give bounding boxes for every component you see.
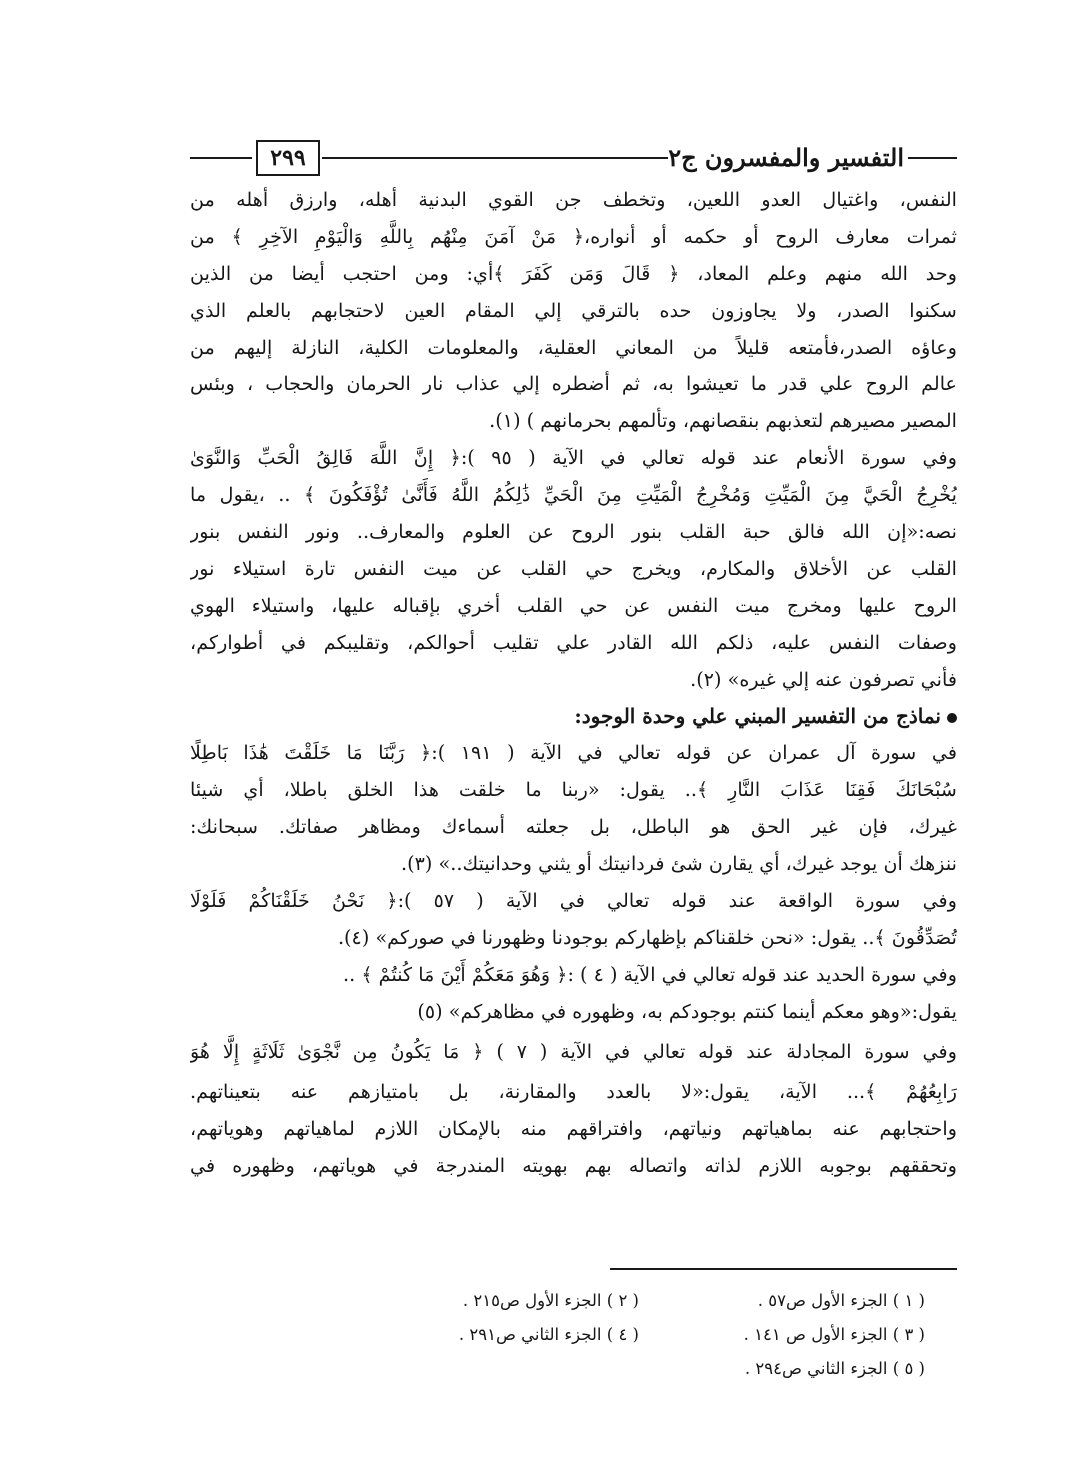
footnote-row	[190, 1352, 957, 1386]
header-rule-right	[908, 157, 957, 159]
text-line: سُبْحَانَكَ فَقِنَا عَذَابَ النَّارِ ﴾.. يقول: «ربنا ما خلقت هذا الخلق باطلا، أي شيئا	[190, 778, 957, 802]
section-heading-text: نماذج من التفسير المبني علي وحدة الوجود:	[574, 704, 941, 729]
text-line: ثمرات معارف الروح أو حكمه أو أنواره،﴿ مَنْ آمَنَ مِنْهُم بِاللَّهِ وَالْيَوْمِ الآخِرِ ﴾ من	[190, 224, 957, 248]
footnote: ( ١ ) الجزء الأول ص٥٧ .	[757, 1291, 925, 1310]
body-text	[190, 182, 957, 1185]
text-line: سكنوا الصدر، ولا يجاوزون حده بالترقي إلي المقام العين لاحتجابهم بالعلم الذي	[190, 298, 957, 322]
footnote: ( ٤ ) الجزء الثاني ص٢٩١ .	[458, 1325, 639, 1344]
text-line: وتحققهم بوجوبه اللازم لذاته واتصاله بهم بهويته المندرجة في هوياتهم، وظهوره في	[190, 1154, 957, 1178]
text-line: وعاؤه الصدر،فأمتعه قليلاً من المعاني العقلية، والمعلومات الكلية، النازلة إليهم من	[190, 335, 957, 359]
footnote: ( ٢ ) الجزء الأول ص٢١٥ .	[462, 1291, 639, 1310]
footnote: ( ٣ ) الجزء الأول ص ١٤١ .	[743, 1325, 925, 1344]
text-line: عالم الروح علي قدر ما تعيشوا به، ثم أضطره إلي عذاب نار الحرمان والحجاب ، وبئس	[190, 372, 957, 396]
text-line: تُصَدِّقُونَ ﴾.. يقول: «نحن خلقناكم بإظهاركم بوجودنا وظهورنا في صوركم» (٤).	[337, 925, 957, 949]
footnote-separator	[610, 1268, 957, 1270]
text-line: الروح عليها ومخرج ميت النفس عن حي القلب أخري بإقباله عليها، واستيلاء الهوي	[190, 593, 957, 617]
header-rule-middle	[322, 157, 668, 159]
header-rule-left	[190, 157, 252, 159]
footnotes	[190, 1284, 957, 1386]
footnote: ( ٥ ) الجزء الثاني ص٢٩٤ .	[744, 1359, 925, 1378]
footnote-row	[190, 1284, 957, 1318]
text-line: فأني تصرفون عنه إلي غيره» (٢).	[690, 667, 957, 691]
text-line: في سورة آل عمران عن قوله تعالي في الآية ( ١٩١ ):﴿ رَبَّنَا مَا خَلَقْتَ هَٰذَا بَاطِلًا	[190, 741, 957, 765]
text-line: وحد الله منهم وعلم المعاد، ﴿ قَالَ وَمَن كَفَرَ ﴾أي: ومن احتجب أيضا من الذين	[190, 261, 957, 285]
running-title: التفسير والمفسرون ج٢	[668, 143, 904, 172]
text-line: نصه:«إن الله فالق حبة القلب بنور الروح عن العلوم والمعارف.. ونور النفس بنور	[190, 520, 957, 544]
text-line: وفي سورة الواقعة عند قوله تعالي في الآية ( ٥٧ ):﴿ نَحْنُ خَلَقْنَاكُمْ فَلَوْلَا	[190, 888, 957, 912]
text-line: وفي سورة الأنعام عند قوله تعالي في الآية ( ٩٥ ):﴿ إِنَّ اللَّهَ فَالِقُ الْحَبِّ وَالنَّوَىٰ	[190, 446, 957, 470]
page-header	[190, 140, 957, 180]
bullet-icon	[947, 713, 957, 723]
text-line: وفي سورة المجادلة عند قوله تعالي في الآية ( ٧ ) ﴿ مَا يَكُونُ مِن نَّجْوَىٰ ثَلَاثَةٍ إِلَّا هُوَ	[190, 1040, 957, 1064]
text-line: النفس، واغتيال العدو اللعين، وتخطف جن القوي البدنية أهله، وارزق أهله من	[190, 188, 957, 211]
text-line: يُخْرِجُ الْحَيَّ مِنَ الْمَيِّتِ وَمُخْرِجُ الْمَيِّتِ مِنَ الْحَيِّ ذَٰلِكُمُ اللَّهُ فَأَنَّىٰ تُؤْفَكُونَ ﴾ .. ،يقول ما	[190, 483, 957, 507]
text-line: ننزهك أن يوجد غيرك، أي يقارن شئ فردانيتك أو يثني وحدانيتك..» (٣).	[401, 852, 957, 876]
text-line: وفي سورة الحديد عند قوله تعالي في الآية ( ٤ ) :﴿ وَهُوَ مَعَكُمْ أَيْنَ مَا كُنتُمْ ﴾ ..	[343, 962, 957, 986]
text-line: يقول:«وهو معكم أينما كنتم بوجودكم به، وظهوره في مظاهركم» (٥)	[417, 999, 957, 1023]
text-line: المصير مصيرهم لتعذبهم بنقصانهم، وتألمهم بحرمانهم ) (١).	[489, 409, 957, 433]
section-heading	[190, 698, 957, 735]
text-line: غيرك، فإن غير الحق هو الباطل، بل جعلته أسماءك ومظاهر صفاتك. سبحانك:	[190, 815, 957, 839]
text-line: رَابِعُهُمْ ﴾... الآية، يقول:«لا بالعدد والمقارنة، بل بامتيازهم عنه بتعيناتهم.	[190, 1080, 957, 1104]
text-line: واحتجابهم عنه بماهياتهم ونياتهم، وافتراقهم منه بالإمكان اللازم لماهياتهم وهوياتهم،	[190, 1117, 957, 1141]
text-line: وصفات النفس عليه، ذلكم الله القادر علي تقليب أحوالكم، وتقليبكم في أطواركم،	[190, 630, 957, 654]
text-line: القلب عن الأخلاق والمكارم، ويخرج حي القلب عن ميت النفس تارة استيلاء نور	[190, 556, 957, 580]
footnote-row	[190, 1318, 957, 1352]
page-number-box: ٢٩٩	[256, 140, 320, 176]
